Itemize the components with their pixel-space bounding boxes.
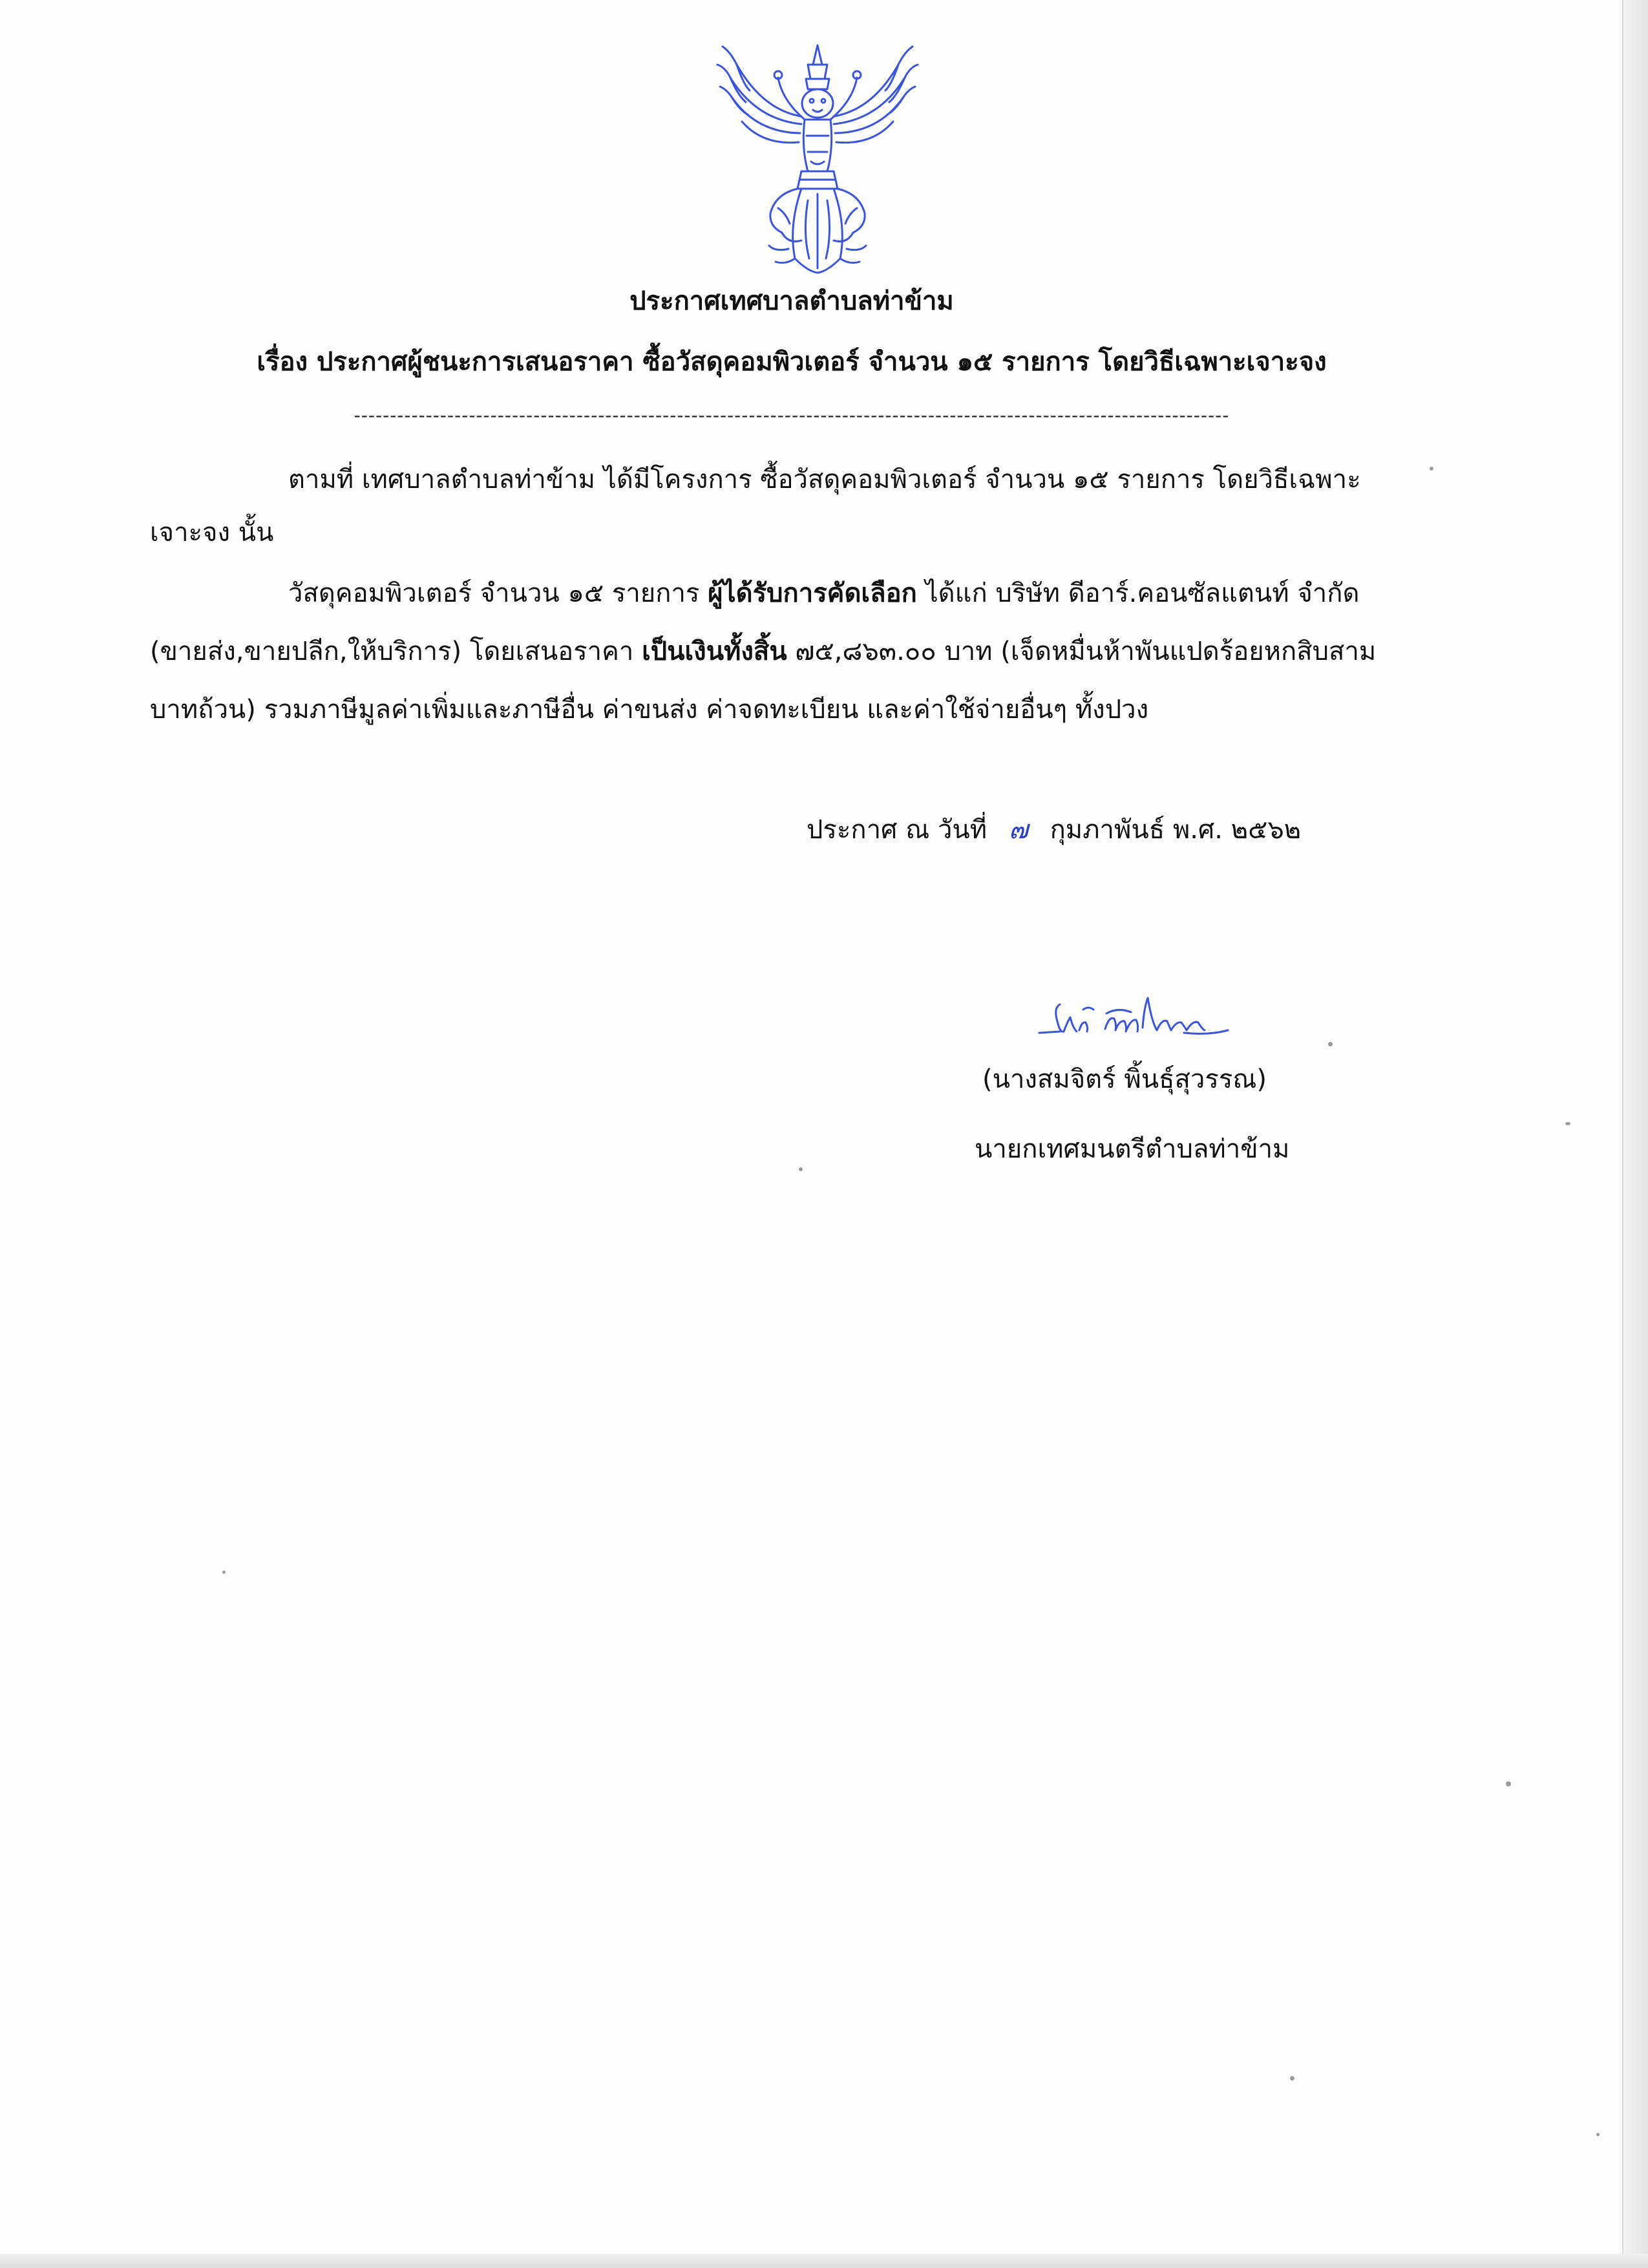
- signature-icon: [1034, 982, 1247, 1066]
- paragraph-1-line-2: เจาะจง นั้น: [150, 518, 274, 547]
- garuda-emblem-icon: [711, 39, 924, 278]
- announcement-subject: เรื่อง ประกาศผู้ชนะการเสนอราคา ซื้อวัสดุคอมพิวเตอร์ จำนวน ๑๕ รายการ โดยวิธีเฉพาะเจาะจง: [257, 347, 1327, 377]
- scan-speck: [1430, 467, 1433, 471]
- scan-speck: [1596, 2133, 1600, 2136]
- paragraph-2-line-2: [150, 632, 1430, 671]
- date-prefix: ประกาศ ณ วันที่: [807, 815, 988, 845]
- selected-bidder-label: ผู้ได้รับการคัดเลือก: [708, 578, 917, 608]
- divider-line: --------------------------------------------------------------------------------------------------------------------------: [354, 405, 1230, 426]
- scan-speck: [1328, 1042, 1333, 1046]
- date-day-handwritten: ๗: [1008, 815, 1028, 845]
- date-month-year: กุมภาพันธ์ พ.ศ. ๒๕๖๒: [1050, 815, 1302, 845]
- total-amount-label: เป็นเงินทั้งสิ้น: [642, 637, 787, 666]
- signer-name: (นางสมจิตร์ พิ้นธุ์สุวรรณ): [982, 1065, 1267, 1094]
- scan-speck: [799, 1167, 803, 1171]
- scan-speck: [1506, 1781, 1511, 1786]
- p2-line1-text: วัสดุคอมพิวเตอร์ จำนวน ๑๕ รายการ: [288, 578, 700, 608]
- scan-speck: [1565, 1122, 1570, 1125]
- announcement-title: ประกาศเทศบาลตำบลท่าข้าม: [629, 286, 954, 316]
- p2-line2-text: (ขายส่ง,ขายปลีก,ให้บริการ) โดยเสนอราคา: [150, 637, 634, 666]
- announcement-date: [807, 811, 1301, 849]
- scan-speck: [1290, 2076, 1294, 2081]
- scan-speck: [222, 1571, 226, 1574]
- scan-edge-bottom: [0, 2254, 1648, 2268]
- paragraph-2-line-3: บาทถ้วน) รวมภาษีมูลค่าเพิ่มและภาษีอื่น ค่าขนส่ง ค่าจดทะเบียน และค่าใช้จ่ายอื่นๆ ทั้งปวง: [150, 695, 1149, 725]
- paragraph-2-line-1: [288, 574, 1432, 613]
- scan-edge-right: [1622, 0, 1648, 2268]
- signer-position: นายกเทศมนตรีตำบลท่าข้าม: [975, 1134, 1290, 1164]
- paragraph-1-line-1: ตามที่ เทศบาลตำบลท่าข้าม ได้มีโครงการ ซื้อวัสดุคอมพิวเตอร์ จำนวน ๑๕ รายการ โดยวิธีเฉพาะ: [288, 465, 1361, 494]
- p2-line2-amount: ๗๕,๘๖๓.๐๐ บาท (เจ็ดหมื่นห้าพันแปดร้อยหกสิบสาม: [795, 637, 1377, 666]
- p2-line1-company: ได้แก่ บริษัท ดีอาร์.คอนซัลแตนท์ จำกัด: [925, 578, 1360, 608]
